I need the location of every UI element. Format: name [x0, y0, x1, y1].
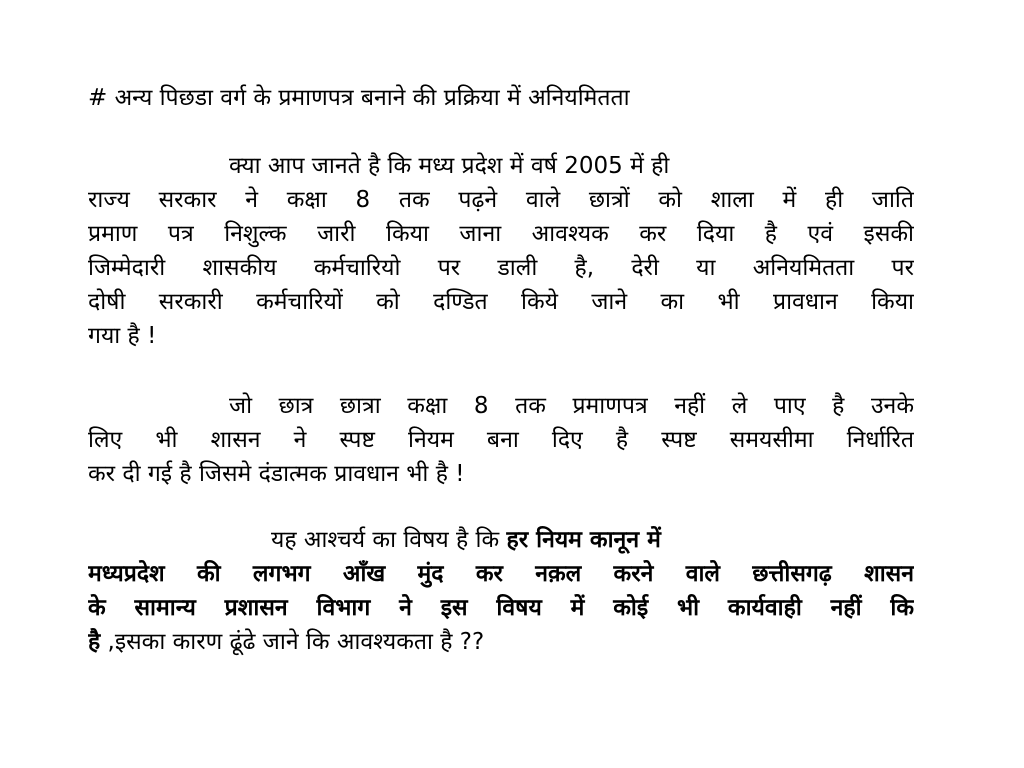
paragraph-1-line-6: गया है ! [88, 323, 157, 349]
paragraph-1-line-3: प्रमाण पत्र निशुल्क जारी किया जाना आवश्यक कर दिया है एवं इसकी [88, 221, 914, 247]
paragraph-3-line-1-normal: यह आश्चर्य का विषय है कि [271, 527, 507, 553]
paragraph-1-line-1: क्या आप जानते है कि मध्य प्रदेश में वर्ष 2005 में ही [229, 153, 670, 179]
paragraph-1-line-4: जिम्मेदारी शासकीय कर्मचारियो पर डाली है, देरी या अनियमितता पर [88, 255, 914, 281]
paragraph-2-line-1: जो छात्र छात्रा कक्षा 8 तक प्रमाणपत्र नहीं ले पाए है उनके [229, 393, 914, 419]
paragraph-3-line-2: मध्यप्रदेश की लगभग आँख मुंद कर नक़ल करने वाले छत्तीसगढ़ शासन [88, 561, 914, 587]
paragraph-3-line-4-bold: है [88, 629, 101, 655]
paragraph-1-line-5: दोषी सरकारी कर्मचारियों को दण्डित किये जाने का भी प्रावधान किया [88, 289, 914, 315]
paragraph-2-line-3: कर दी गई है जिसमे दंडात्मक प्रावधान भी है ! [88, 461, 465, 487]
document-title: # अन्य पिछडा वर्ग के प्रमाणपत्र बनाने की प्रक्रिया में अनियमितता [88, 85, 630, 111]
paragraph-3-line-4 [88, 625, 914, 659]
paragraph-2-line-2: लिए भी शासन ने स्पष्ट नियम बना दिए है स्पष्ट समयसीमा निर्धारित [88, 427, 914, 453]
paragraph-3-line-1-bold: हर नियम कानून में [506, 527, 661, 553]
paragraph-1-line-2: राज्य सरकार ने कक्षा 8 तक पढ़ने वाले छात्रों को शाला में ही जाति [88, 187, 914, 213]
paragraph-3-line-3: के सामान्य प्रशासन विभाग ने इस विषय में कोई भी कार्यवाही नहीं कि [88, 595, 914, 621]
paragraph-3-line-4-normal: ,इसका कारण ढूंढे जाने कि आवश्यकता है ?? [100, 629, 485, 655]
paragraph-3-line-1 [271, 523, 914, 557]
